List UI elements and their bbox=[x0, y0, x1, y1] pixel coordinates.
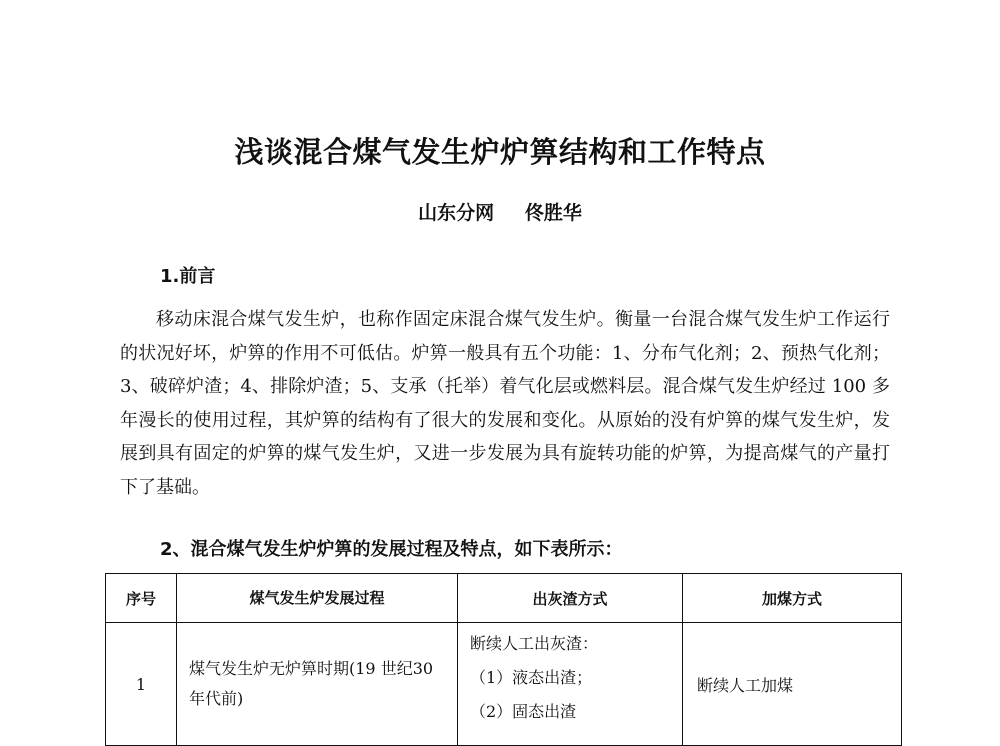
document-title: 浅谈混合煤气发生炉炉箅结构和工作特点 bbox=[234, 135, 766, 169]
section-heading-intro: 1.前言 bbox=[160, 266, 216, 287]
cell-feed: 断续人工加煤 bbox=[683, 623, 902, 746]
table-header-row bbox=[106, 574, 902, 623]
author-org: 山东分网 bbox=[418, 202, 495, 224]
cell-ash bbox=[458, 623, 683, 746]
section-heading-development: 2、混合煤气发生炉炉箅的发展过程及特点，如下表所示： bbox=[160, 539, 623, 560]
cell-process: 煤气发生炉无炉箅时期(19 世纪30 年代前) bbox=[177, 623, 458, 746]
intro-paragraph: 移动床混合煤气发生炉，也称作固定床混合煤气发生炉。衡量一台混合煤气发生炉工作运行的状况好坏，炉箅的作用不可低估。炉箅一般具有五个功能：1、分布气化剂；2、预热气化剂；3、破碎炉渣；4、排除炉渣；5、支承（托举）着气化层或燃料层。混合煤气发生炉经过 100 多年漫长的使用过程，其炉箅的结构有了很大的发展和变化。从原始的没有炉箅的煤气发生炉，发展到具有固定的炉箅的煤气发生炉，又进一步发展为具有旋转功能的炉箅，为提高煤气的产量打下了基础。 bbox=[120, 309, 890, 498]
header-process: 煤气发生炉发展过程 bbox=[177, 574, 458, 623]
development-table bbox=[105, 573, 902, 746]
author-line bbox=[0, 198, 1000, 225]
table-row bbox=[106, 623, 902, 746]
header-feed: 加煤方式 bbox=[683, 574, 902, 623]
intro-paragraph-block bbox=[120, 303, 890, 505]
header-ash: 出灰渣方式 bbox=[458, 574, 683, 623]
ash-line: 断续人工出灰渣： bbox=[470, 634, 599, 653]
author-name: 佟胜华 bbox=[524, 202, 582, 224]
ash-line: （1）液态出渣； bbox=[470, 668, 593, 687]
cell-no: 1 bbox=[106, 623, 177, 746]
ash-line: （2）固态出渣 bbox=[470, 702, 577, 721]
header-no: 序号 bbox=[106, 574, 177, 623]
